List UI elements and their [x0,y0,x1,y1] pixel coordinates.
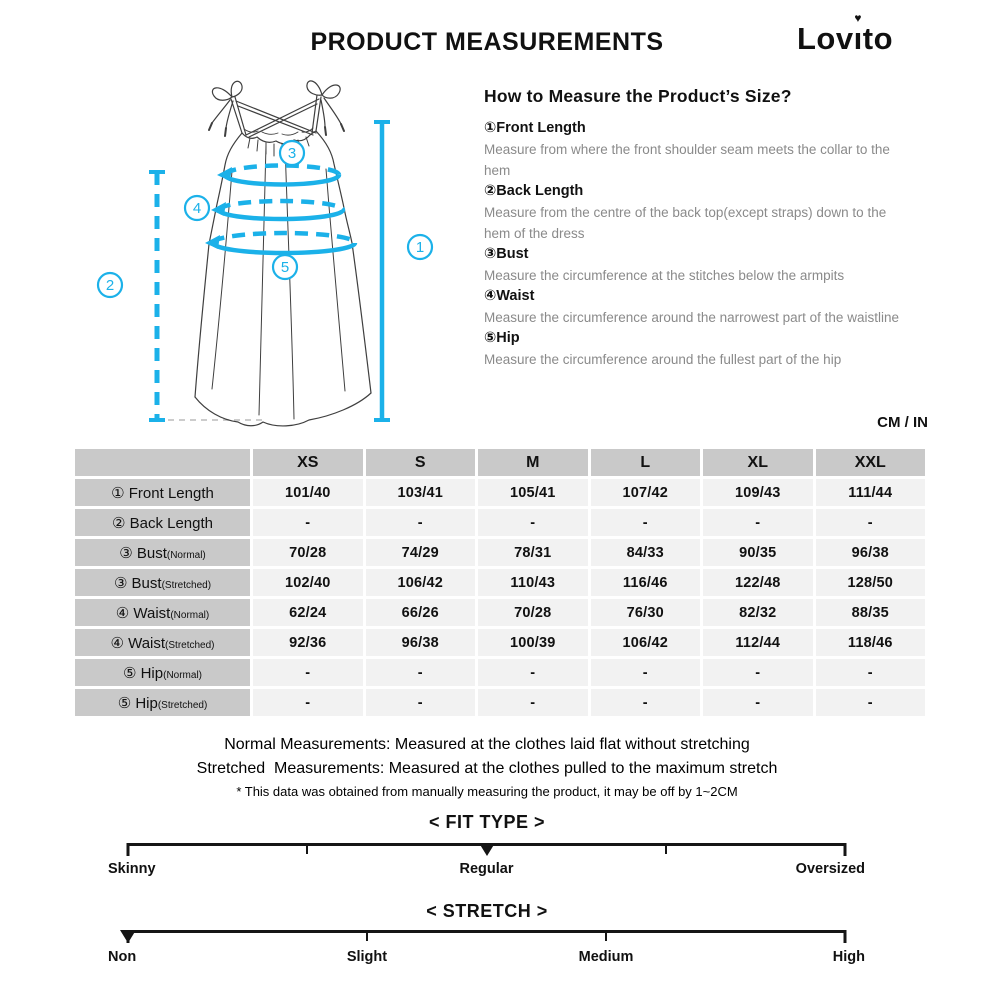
row-label: ① Front Length [75,479,250,506]
measurement-value-cell: - [253,659,363,686]
how-to-item-label: ②Back Length [484,183,584,199]
row-label: ④ Waist(Normal) [75,599,250,626]
heart-icon: ♥ [854,11,862,25]
scale-label-oversized: Oversized [795,861,865,877]
size-column-header: M [478,449,588,476]
stretch-scale [128,930,845,933]
measurement-value-cell: 76/30 [591,599,701,626]
stretch-labels [108,949,865,969]
measurement-value-cell: - [253,689,363,716]
scale-label-regular: Regular [459,861,514,877]
measurement-value-cell: 92/36 [253,629,363,656]
dress-measurement-diagram [80,75,480,435]
measurement-value-cell: 101/40 [253,479,363,506]
scale-label-non: Non [108,949,137,965]
how-to-item-description: Measure the circumference around the narrowest part of the waistline [484,310,899,325]
measurement-value-cell: 74/29 [366,539,476,566]
marker-1: 1 [415,239,425,256]
size-table [72,446,928,719]
brand-logo: Lovı ♥ to [797,11,894,56]
row-label-sub: (Normal) [170,609,210,621]
measurement-value-cell: 106/42 [366,569,476,596]
row-label-sub: (Normal) [163,669,202,681]
measurement-value-cell: - [366,659,476,686]
units-label: CM / IN [877,414,928,431]
scale-tick [306,843,308,854]
brand-logo-i: ı ♥ [853,11,863,56]
table-row [75,509,925,536]
measurement-value-cell: - [478,659,588,686]
right-bow [307,81,340,98]
table-row [75,689,925,716]
how-to-item-label: ④Waist [484,288,535,304]
row-label: ④ Waist(Stretched) [75,629,250,656]
table-row [75,659,925,686]
how-to-item-label: ①Front Length [484,120,586,136]
bust-ellipse [225,175,339,184]
marker-4: 4 [192,200,202,217]
fit-type-scale [128,843,845,846]
table-row [75,599,925,626]
measurement-value-cell: 96/38 [366,629,476,656]
scale-marker-icon [120,930,136,943]
how-to-section [484,86,914,370]
marker-2: 2 [105,277,115,294]
row-label-sub: (Stretched) [165,639,215,651]
measurement-value-cell: 111/44 [816,479,926,506]
size-column-header: L [591,449,701,476]
table-row [75,569,925,596]
row-label-sub: (Normal) [166,549,206,561]
table-row [75,539,925,566]
measurement-value-cell: 107/42 [591,479,701,506]
measurement-value-cell: - [703,689,813,716]
how-to-title: How to Measure the Product’s Size? [484,86,792,106]
fit-type-title: < FIT TYPE > [428,812,546,832]
row-label-sub: (Stretched) [161,579,212,591]
note-stretched: Stretched Measurements: Measured at the clothes pulled to the maximum stretch [196,760,778,777]
measurement-value-cell: - [478,689,588,716]
measurement-value-cell: - [591,509,701,536]
stretch-title: < STRETCH > [426,901,548,921]
how-to-item-description: Measure the circumference around the fullest part of the hip [484,352,842,367]
note-normal: Normal Measurements: Measured at the clothes laid flat without stretching [224,736,750,753]
size-column-header: XXL [816,449,926,476]
marker-5: 5 [280,259,290,276]
page-title: PRODUCT MEASUREMENTS [310,28,664,56]
scale-tick [844,930,847,943]
size-column-header: S [366,449,476,476]
row-label-sub: (Stretched) [157,699,208,711]
left-bow [212,81,242,100]
measurement-value-cell: - [478,509,588,536]
measurement-value-cell: - [591,659,701,686]
notes-section [0,733,974,803]
waist-ellipse [219,210,343,219]
measurement-value-cell: 70/28 [478,599,588,626]
marker-3: 3 [287,145,297,162]
scale-tick [366,930,368,941]
measurement-value-cell: 78/31 [478,539,588,566]
row-label: ③ Bust(Normal) [75,539,250,566]
scale-tick [844,843,847,856]
measurement-value-cell: - [816,659,926,686]
row-label: ⑤ Hip(Normal) [75,659,250,686]
measurement-value-cell: 82/32 [703,599,813,626]
measurement-value-cell: 103/41 [366,479,476,506]
measurement-value-cell: - [816,689,926,716]
scale-tick [665,843,667,854]
measurement-value-cell: - [253,509,363,536]
measurement-value-cell: 102/40 [253,569,363,596]
size-column-header: XS [253,449,363,476]
note-disclaimer: * This data was obtained from manually measuring the product, it may be off by 1~2CM [236,784,738,799]
measurement-value-cell: 109/43 [703,479,813,506]
scale-label-high: High [832,949,865,965]
measurement-value-cell: 96/38 [816,539,926,566]
how-to-items [484,118,914,370]
measurement-value-cell: 118/46 [816,629,926,656]
measurement-value-cell: 62/24 [253,599,363,626]
row-label: ③ Bust(Stretched) [75,569,250,596]
how-to-item-label: ⑤Hip [484,330,520,346]
measurement-value-cell: 105/41 [478,479,588,506]
table-corner-cell [75,449,250,476]
how-to-item-description: Measure from where the front shoulder seam meets the collar to the hem [484,142,890,178]
fit-type-labels [108,861,865,881]
how-to-item-label: ③Bust [484,246,529,262]
measurement-value-cell: 70/28 [253,539,363,566]
size-column-header: XL [703,449,813,476]
table-row [75,479,925,506]
measurement-value-cell: - [703,509,813,536]
scale-tick [127,843,130,856]
scale-label-slight: Slight [346,949,388,965]
measurement-value-cell: 122/48 [703,569,813,596]
measurement-value-cell: - [591,689,701,716]
row-label: ② Back Length [75,509,250,536]
how-to-item-description: Measure from the centre of the back top(except straps) down to the hem of the dress [484,205,887,241]
row-label: ⑤ Hip(Stretched) [75,689,250,716]
measurement-value-cell: 128/50 [816,569,926,596]
measurement-value-cell: 100/39 [478,629,588,656]
measurement-value-cell: 90/35 [703,539,813,566]
scale-tick [605,930,607,941]
measurement-value-cell: 84/33 [591,539,701,566]
brand-logo-text: Lov [797,21,854,56]
measurement-annotations [149,122,390,420]
measurement-value-cell: - [366,689,476,716]
how-to-item-description: Measure the circumference at the stitches below the armpits [484,268,845,283]
measurement-value-cell: 110/43 [478,569,588,596]
measurement-value-cell: 112/44 [703,629,813,656]
scale-label-skinny: Skinny [108,861,156,877]
measurement-value-cell: 116/46 [591,569,701,596]
measurement-value-cell: - [816,509,926,536]
measurement-value-cell: - [366,509,476,536]
measurement-value-cell: 66/26 [366,599,476,626]
scale-marker-icon [479,843,495,856]
measurement-value-cell: - [703,659,813,686]
table-row [75,629,925,656]
measurement-value-cell: 88/35 [816,599,926,626]
hip-ellipse [213,243,355,253]
measurement-value-cell: 106/42 [591,629,701,656]
scale-label-medium: Medium [578,949,634,965]
